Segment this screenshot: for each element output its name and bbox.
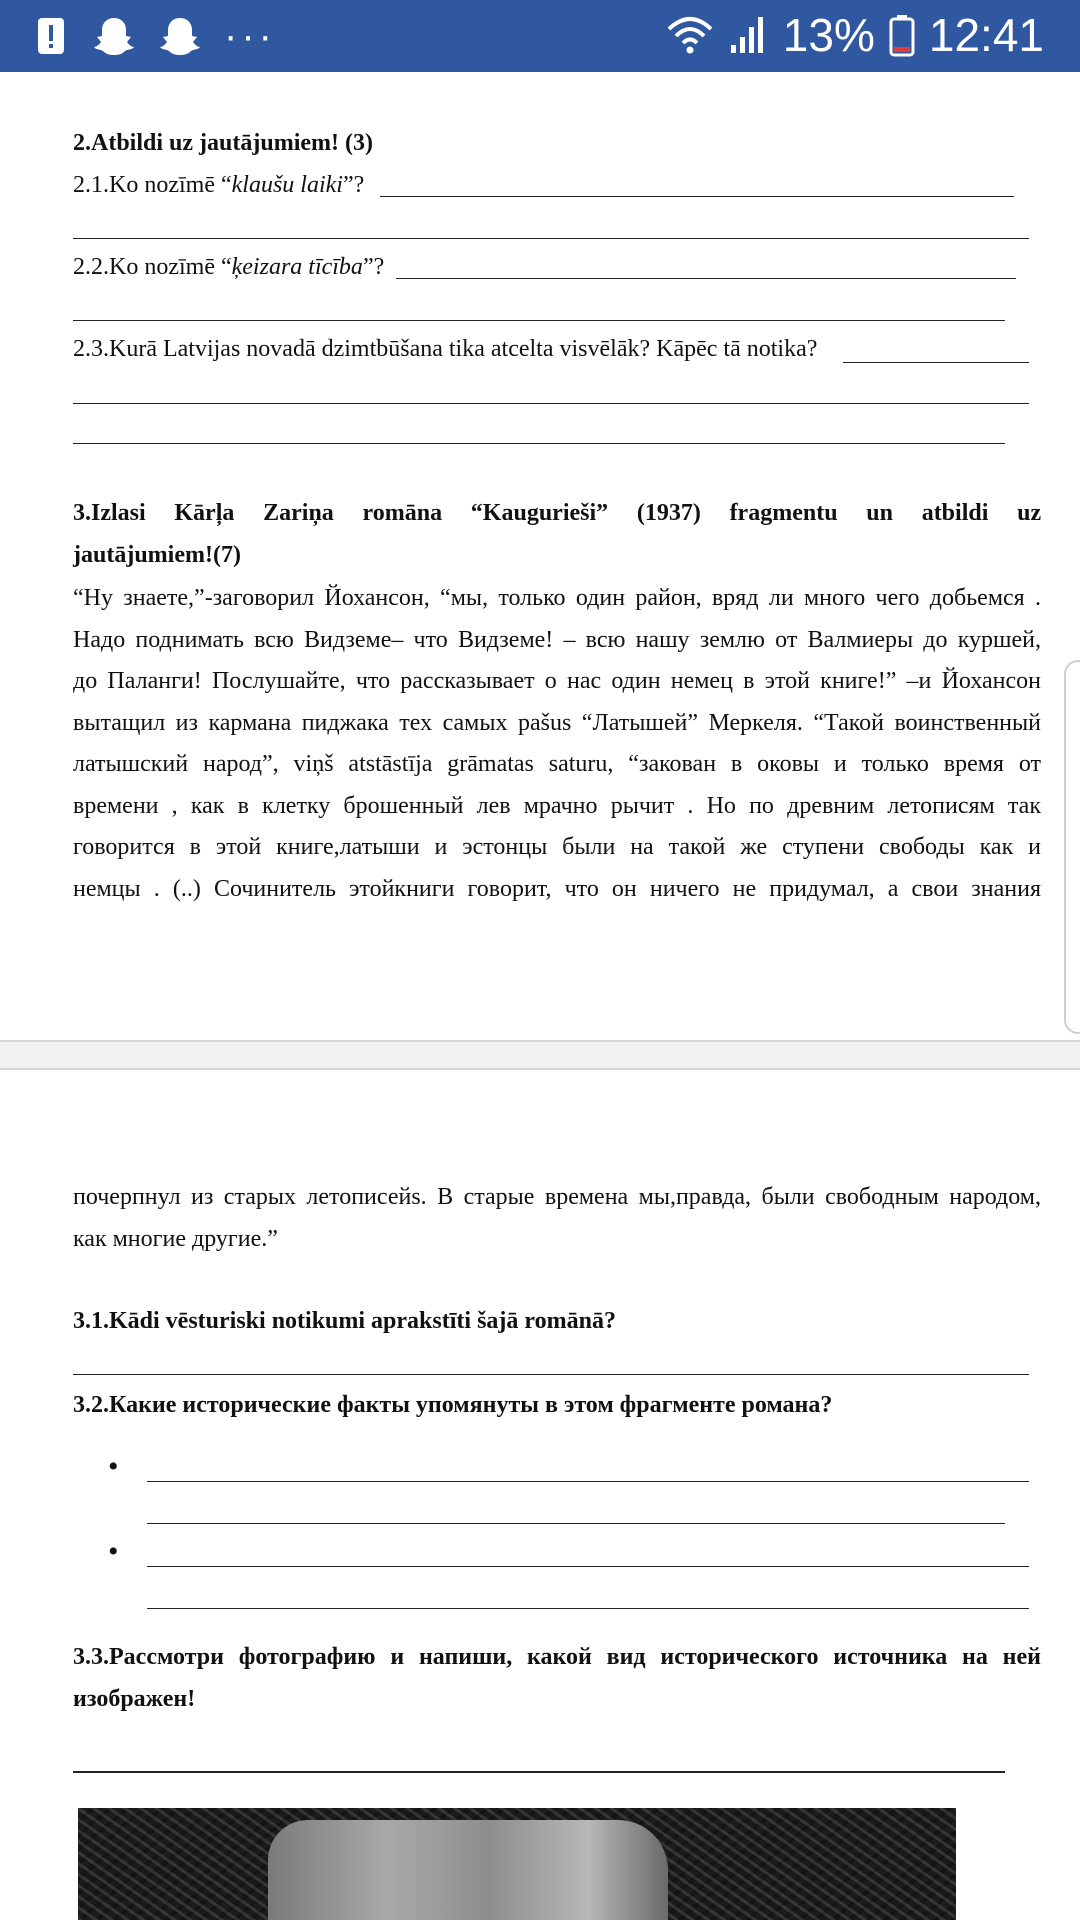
answer-line[interactable] xyxy=(73,1374,1029,1375)
snapchat-icon xyxy=(158,14,202,58)
scroll-handle[interactable] xyxy=(1064,660,1080,1034)
answer-line[interactable] xyxy=(396,278,1016,279)
question-2-3: 2.3.Kurā Latvijas novadā dzimtbūšana tika atcelta visvēlāk? Kāpēc tā notika? xyxy=(73,336,818,362)
answer-line[interactable] xyxy=(147,1608,1029,1609)
question-2-2: 2.2.Ko nozīmē “ķeizara tīcība”? xyxy=(73,254,385,280)
section-3-heading-cont: jautājumiem!(7) xyxy=(73,542,241,568)
answer-line[interactable] xyxy=(380,196,1014,197)
answer-line[interactable] xyxy=(73,403,1029,404)
status-bar xyxy=(0,0,1080,72)
novel-fragment-part-1: “Ну знаете,”-заговорил Йохансон, “мы, только один район, вряд ли много чего добьемся . Надо поднимать всю Видземе– что Видземе! – всю нашу землю от Валмиеры до куршей, до Паланги! Послушайте, что рассказывает о нас один немец в этой книге!” –и Йохансон вытащил из кармана пиджака тех самых pašus “Латышей” Меркеля. “Такой воинственный латышский народ”, viņš atstāstīja grāmatas saturu, “закован в оковы и только время от времени , как в клетку брошенный лев мрачно рычит . Но по древним летописям так говорится в этой книге,латыши и эстонцы были на такой же ступени свободы как и немцы . (..) Сочинитель этойкниги говорит, что он ничего не придумал, а свои знания xyxy=(73,585,1041,902)
answer-line[interactable] xyxy=(843,362,1029,363)
answer-line[interactable] xyxy=(73,443,1005,444)
question-2-1: 2.1.Ko nozīmē “klaušu laiki”? xyxy=(73,172,365,198)
answer-line[interactable] xyxy=(147,1523,1005,1524)
bullet: • xyxy=(108,1450,119,1483)
battery-percent: 13% xyxy=(782,9,875,61)
question-3-1: 3.1.Kādi vēsturiski notikumi aprakstīti šajā romānā? xyxy=(73,1308,616,1334)
snapchat-icon xyxy=(92,14,136,58)
question-3-3: 3.3.Рассмотри фотографию и напиши, какой вид исторического источника на ней xyxy=(73,1644,1041,1670)
question-3-2: 3.2.Какие исторические факты упомянуты в этом фрагменте романа? xyxy=(73,1392,833,1418)
novel-fragment-part-2: почерпнул из старых летописейs. В старые времена мы,правда, были свободным народом, как многие другие.” xyxy=(73,1184,1041,1252)
page-separator xyxy=(0,1040,1080,1070)
signal-icon xyxy=(729,13,769,57)
more-icon: ··· xyxy=(224,14,276,58)
question-3-3-cont: изображен! xyxy=(73,1686,196,1712)
answer-line[interactable] xyxy=(73,238,1029,239)
bullet: • xyxy=(108,1535,119,1568)
answer-line[interactable] xyxy=(147,1481,1029,1482)
answer-line[interactable] xyxy=(73,1771,1005,1773)
historical-source-photo xyxy=(78,1808,956,1920)
photo-stone xyxy=(268,1820,668,1920)
section-3-heading: 3.Izlasi Kārļa Zariņa romāna “Kaugurieši” (1937) fragmentu un atbildi uz xyxy=(73,500,1042,526)
alert-icon xyxy=(32,14,70,58)
answer-line[interactable] xyxy=(147,1566,1029,1567)
clock: 12:41 xyxy=(928,9,1044,61)
wifi-icon xyxy=(665,13,715,57)
section-2-heading: 2.Atbildi uz jautājumiem! (3) xyxy=(73,130,373,156)
battery-icon xyxy=(889,13,915,57)
answer-line[interactable] xyxy=(73,320,1005,321)
